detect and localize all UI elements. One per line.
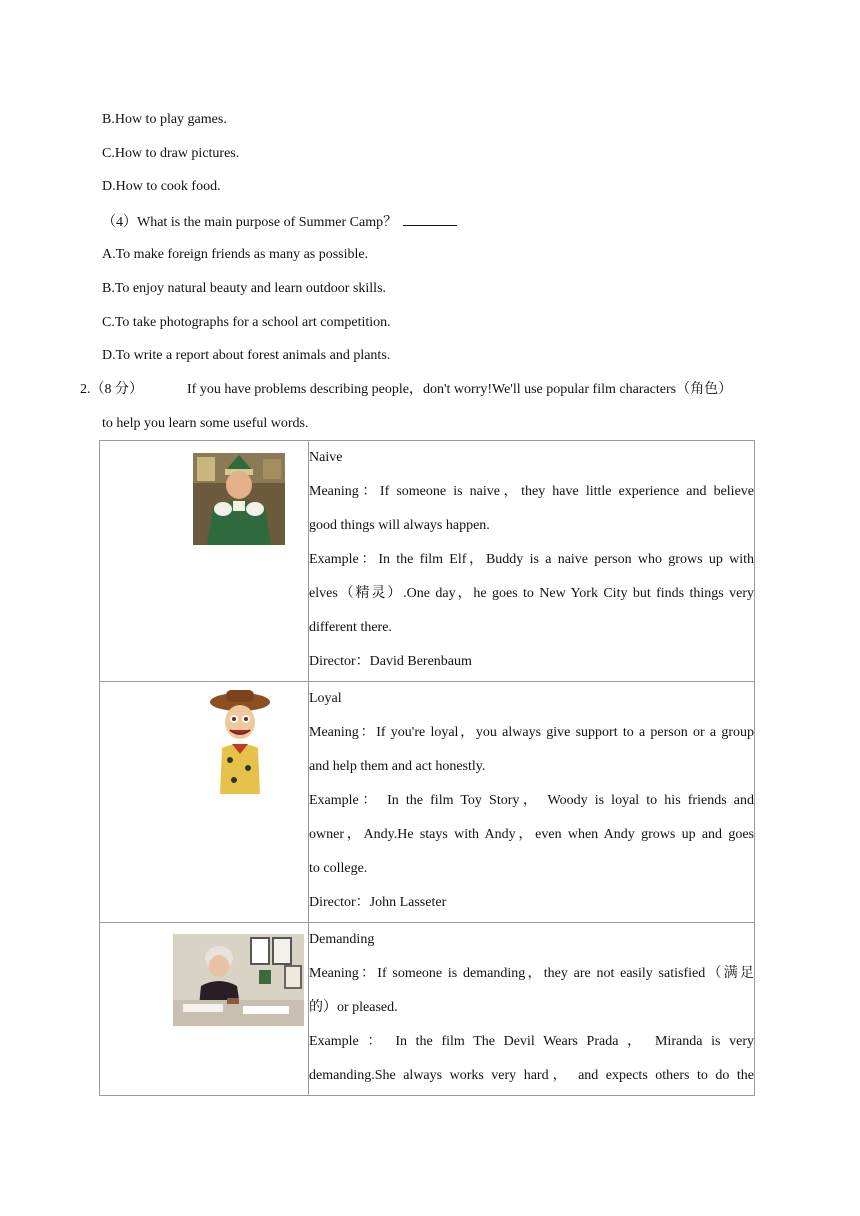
text-cell xyxy=(309,441,755,682)
option-a: A.To make foreign friends as many as possible. xyxy=(102,247,369,262)
vocab-word: Loyal xyxy=(309,691,342,706)
table-row xyxy=(100,923,755,1096)
meaning-line: good things will always happen. xyxy=(309,518,490,533)
image-cell xyxy=(100,923,309,1096)
option-b-prev: B.How to play games. xyxy=(102,112,227,127)
director-line: Director：John Lasseter xyxy=(309,895,447,910)
option-d: D.To write a report about forest animals and plants. xyxy=(102,348,391,363)
image-cell xyxy=(100,441,309,682)
question-2-number: 2.（8 分） xyxy=(80,382,143,397)
table-row xyxy=(100,441,755,682)
question-2-intro-line2: to help you learn some useful words. xyxy=(102,416,309,431)
example-line: Example ： In the film The Devil Wears Prada ， Miranda is very xyxy=(309,1034,754,1049)
vocab-word: Demanding xyxy=(309,932,375,947)
question-2-intro-line1: If you have problems describing people，don't worry!We'll use popular film characters（角色） xyxy=(187,382,733,397)
meaning-line: and help them and act honestly. xyxy=(309,759,486,774)
example-line: demanding.She always works very hard， and expects others to do the xyxy=(309,1068,754,1083)
answer-blank[interactable] xyxy=(403,211,457,226)
example-line: owner，Andy.He stays with Andy，even when Andy grows up and goes xyxy=(309,827,754,842)
meaning-line: Meaning：If you're loyal，you always give support to a person or a group xyxy=(309,725,754,740)
sub-question-4-text: （4）What is the main purpose of Summer Camp？ xyxy=(102,215,398,230)
example-line: Example：In the film Elf，Buddy is a naive person who grows up with xyxy=(309,552,754,567)
text-cell xyxy=(309,923,755,1096)
example-line: to college. xyxy=(309,861,368,876)
meaning-line: Meaning：If someone is naive，they have little experience and believe xyxy=(309,484,754,499)
option-c-prev: C.How to draw pictures. xyxy=(102,146,240,161)
option-d-prev: D.How to cook food. xyxy=(102,179,221,194)
image-cell xyxy=(100,682,309,923)
vocabulary-table xyxy=(99,440,755,1096)
option-c: C.To take photographs for a school art competition. xyxy=(102,315,391,330)
miranda-devil-wears-prada-photo xyxy=(173,934,304,1026)
meaning-line: Meaning：If someone is demanding，they are not easily satisfied（满足 xyxy=(309,966,754,981)
example-line: different there. xyxy=(309,620,392,635)
table-row xyxy=(100,682,755,923)
elf-buddy-photo xyxy=(193,453,285,545)
meaning-line: 的）or pleased. xyxy=(309,1000,398,1015)
sub-question-4 xyxy=(102,211,457,233)
example-line: Example： In the film Toy Story， Woody is loyal to his friends and xyxy=(309,793,754,808)
example-line: elves（精灵）.One day，he goes to New York City but finds things very xyxy=(309,586,754,601)
woody-toy-story-photo xyxy=(208,688,272,794)
option-b: B.To enjoy natural beauty and learn outdoor skills. xyxy=(102,281,387,296)
vocab-word: Naive xyxy=(309,450,343,465)
director-line: Director：David Berenbaum xyxy=(309,654,472,669)
text-cell xyxy=(309,682,755,923)
